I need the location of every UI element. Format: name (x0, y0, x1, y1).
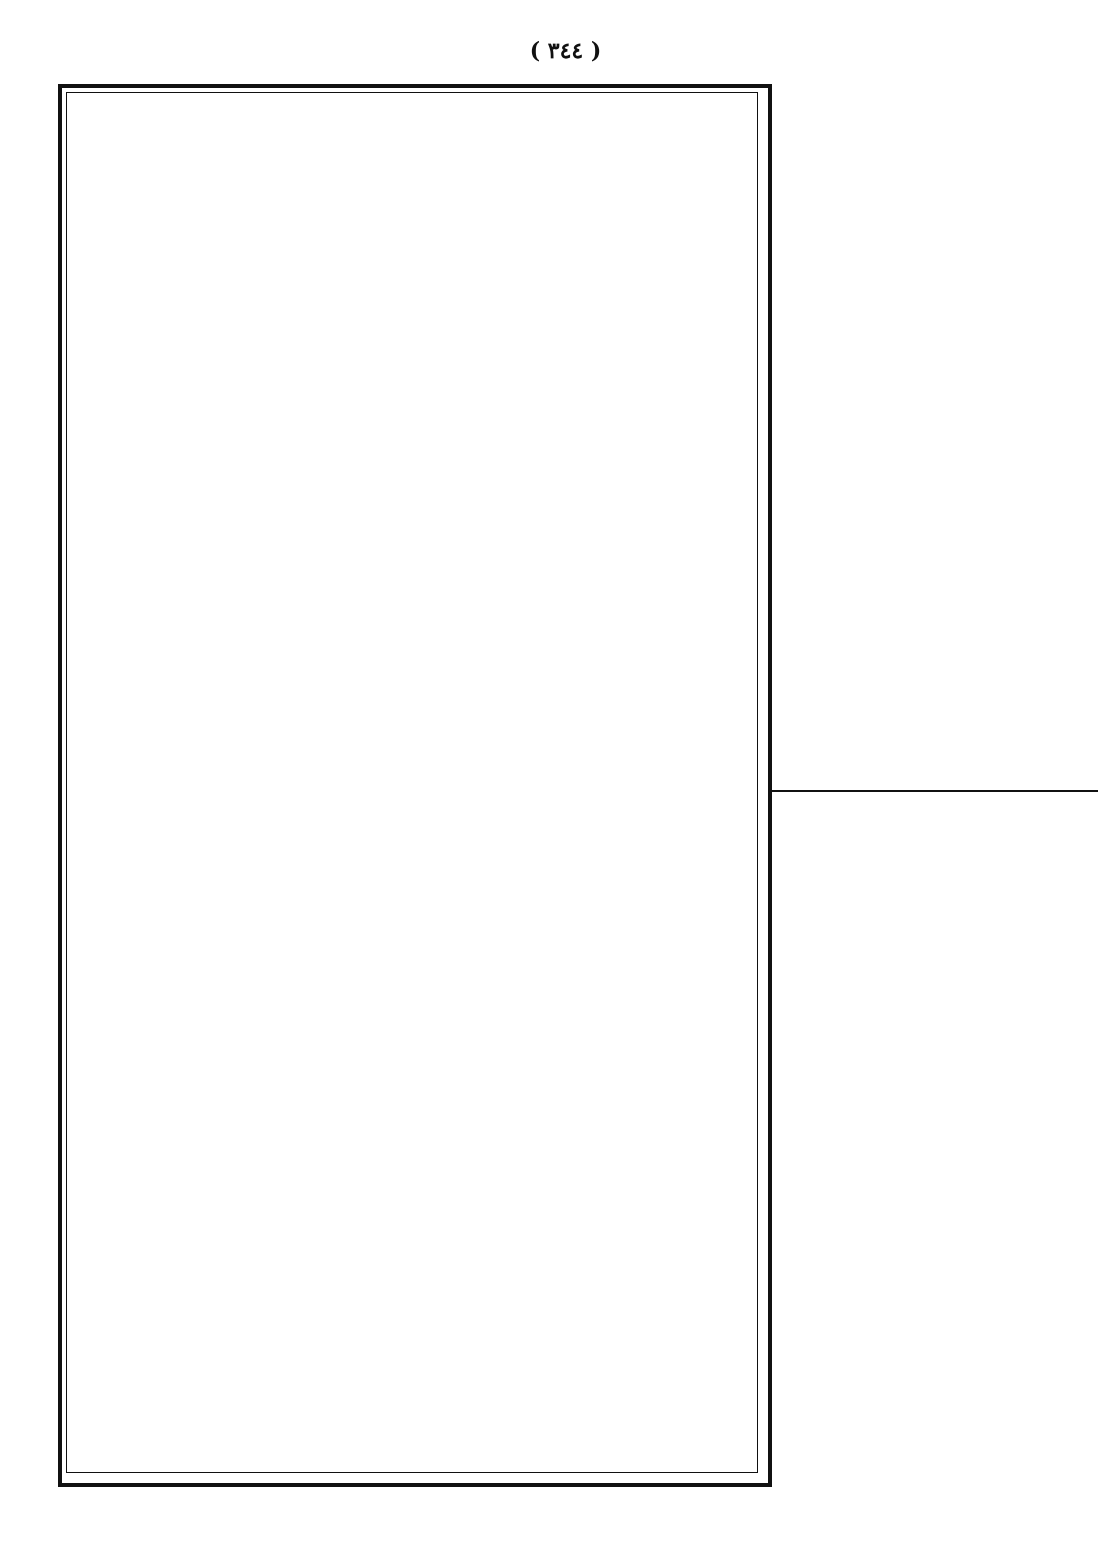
main-text-line (74, 440, 750, 474)
main-text-line (74, 337, 750, 371)
margin-commentary-upper (768, 70, 1098, 788)
margin-text-line (768, 420, 1098, 455)
main-text-line (74, 1431, 750, 1465)
main-text-line (74, 1397, 750, 1431)
page-number: ( ٣٤٤ ) (529, 38, 602, 64)
main-text-line (74, 542, 750, 576)
main-text-line (74, 166, 750, 200)
margin-footnote-line (768, 868, 1098, 903)
main-text-line (74, 1158, 750, 1192)
main-text-line (74, 474, 750, 508)
page-header (30, 34, 1101, 68)
margin-footnote-line (768, 973, 1098, 1008)
main-text-line (74, 816, 750, 850)
margin-text-line (768, 735, 1098, 770)
main-text-line (74, 611, 750, 645)
margin-footnote-line (768, 938, 1098, 973)
margin-text-line (768, 525, 1098, 560)
margin-text-line (768, 210, 1098, 245)
main-text-line (74, 748, 750, 782)
margin-footnote-line (768, 1008, 1098, 1043)
margin-text-line (768, 560, 1098, 595)
margin-divider-rule (768, 790, 1098, 792)
margin-text-line (768, 70, 1098, 105)
margin-footnote-line (768, 1428, 1098, 1463)
margin-footnote-line (768, 798, 1098, 833)
margin-commentary-lower (768, 798, 1098, 1478)
main-text-line (74, 919, 750, 953)
main-text-line (74, 235, 750, 269)
margin-footnote-line (768, 1253, 1098, 1288)
margin-text-line (768, 105, 1098, 140)
main-text-line (74, 1192, 750, 1226)
main-text-line (74, 406, 750, 440)
margin-footnote-line (768, 1288, 1098, 1323)
main-text-line (74, 850, 750, 884)
main-text-line (74, 1055, 750, 1089)
main-text-line (74, 645, 750, 679)
main-text-line (74, 1124, 750, 1158)
main-text-line (74, 782, 750, 816)
margin-text-line (768, 350, 1098, 385)
margin-text-line (768, 140, 1098, 175)
main-text-line (74, 201, 750, 235)
margin-footnote-line (768, 1113, 1098, 1148)
main-text-line (74, 1363, 750, 1397)
margin-text-line (768, 245, 1098, 280)
main-text-line (74, 713, 750, 747)
margin-commentary-column (768, 70, 1098, 1480)
main-text-line (74, 1226, 750, 1260)
margin-text-line (768, 175, 1098, 210)
margin-text-line (768, 490, 1098, 525)
main-text-line (74, 884, 750, 918)
margin-text-line (768, 315, 1098, 350)
margin-text-line (768, 630, 1098, 665)
margin-text-line (768, 385, 1098, 420)
margin-footnote-line (768, 1218, 1098, 1253)
main-text-line (74, 1295, 750, 1329)
main-text-line (74, 987, 750, 1021)
margin-footnote-line (768, 1323, 1098, 1358)
main-text-line (74, 953, 750, 987)
main-text-line (74, 1260, 750, 1294)
margin-text-line (768, 595, 1098, 630)
margin-text-line (768, 455, 1098, 490)
main-text-line (74, 1021, 750, 1055)
main-text-line (74, 269, 750, 303)
page-footer-note (40, 1488, 1071, 1518)
main-text-line (74, 98, 750, 132)
margin-text-line (768, 280, 1098, 315)
margin-footnote-line (768, 903, 1098, 938)
margin-text-line (768, 665, 1098, 700)
margin-footnote-line (768, 1393, 1098, 1428)
margin-footnote-line (768, 1148, 1098, 1183)
main-text-line (74, 508, 750, 542)
main-text-line (74, 679, 750, 713)
main-text-line (74, 1329, 750, 1363)
margin-footnote-line (768, 1043, 1098, 1078)
main-commentary-text (74, 98, 750, 1468)
main-text-line (74, 1089, 750, 1123)
main-text-line (74, 577, 750, 611)
margin-footnote-line (768, 1183, 1098, 1218)
margin-footnote-line (768, 1078, 1098, 1113)
main-text-line (74, 303, 750, 337)
main-text-line (74, 372, 750, 406)
margin-text-line (768, 700, 1098, 735)
margin-footnote-line (768, 833, 1098, 868)
margin-footnote-line (768, 1358, 1098, 1393)
main-text-line (74, 132, 750, 166)
